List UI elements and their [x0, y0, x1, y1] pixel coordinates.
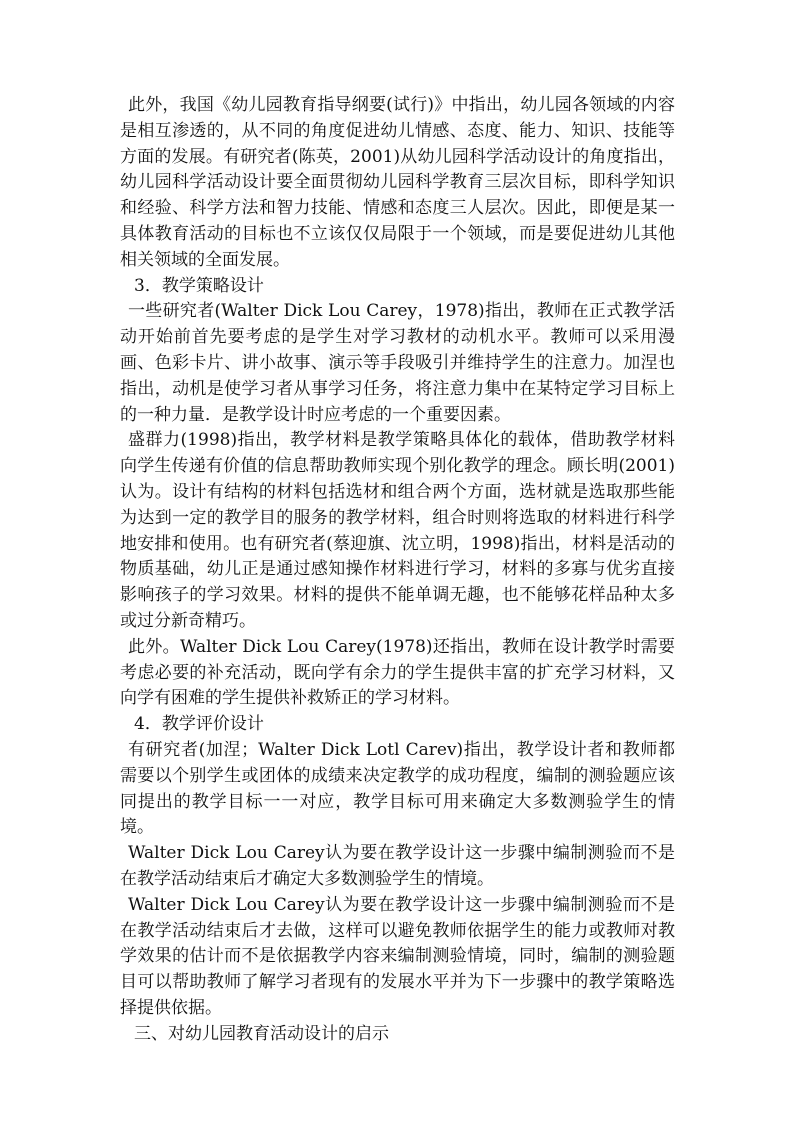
section-heading-teaching-evaluation: 4．教学评价设计: [134, 714, 264, 735]
paragraph-motivation: 一些研究者(Walter Dick Lou Carey，1978)指出，教师在正式教学活动开始前首先要考虑的是学生对学习教材的动机水平。教师可以采用漫画、色彩卡片、讲小故事、演示等手段吸引并维持学生的注意力。加涅也指出，动机是使学习者从事学习任务，将注意力集中在某特定学习目标上的一种力量．是教学设计时应考虑的一个重要因素。: [120, 301, 675, 425]
paragraph-kindergarten-goals: 此外，我国《幼儿园教育指导纲要(试行)》中指出，幼儿园各领域的内容是相互渗透的，从不同的角度促进幼儿情感、态度、能力、知识、技能等方面的发展。有研究者(陈英，2001)从幼儿园科学活动设计的角度指出，幼儿园科学活动设计要全面贯彻幼儿园科学教育三层次目标，即科学知识和经验、科学方法和智力技能、情感和态度三人层次。因此，即便是某一具体教育活动的目标也不立该仅仅局限于一个领域，而是要促进幼儿其他相关领域的全面发展。: [120, 95, 675, 270]
paragraph-evaluation-research: 有研究者(加涅；Walter Dick Lotl Carev)指出，教学设计者和教师都需要以个别学生或团体的成绩来决定教学的成功程度，编制的测验题应该同提出的教学目标一一对应，教学目标可用来确定大多数测验学生的情境。: [120, 739, 675, 838]
section-heading-teaching-strategy: 3．教学策略设计: [134, 275, 264, 296]
document-body: [120, 93, 675, 1047]
section-heading-implications: 三、对幼儿园教育活动设计的启示: [134, 1023, 389, 1044]
paragraph-test-design-short: Walter Dick Lou Carey认为要在教学设计这一步骤中编制测验而不是在教学活动结束后才确定大多数测验学生的情境。: [120, 843, 675, 889]
paragraph-supplementary-activities: 此外。Walter Dick Lou Carey(1978)还指出，教师在设计教学时需要考虑必要的补充活动，既向学有余力的学生提供丰富的扩充学习材料，又向学有困难的学生提供补救矫正的学习材料。: [120, 636, 675, 709]
paragraph-test-design-full: Walter Dick Lou Carey认为要在教学设计这一步骤中编制测验而不是在教学活动结束后才去做，这样可以避免教师依据学生的能力或教师对教学效果的估计而不是依据教学内容来编制测验情境，同时，编制的测验题目可以帮助教师了解学习者现有的发展水平并为下一步骤中的教学策略选择提供依据。: [120, 894, 675, 1018]
paragraph-teaching-materials: 盛群力(1998)指出，教学材料是教学策略具体化的载体，借助教学材料向学生传递有价值的信息帮助教师实现个别化教学的理念。顾长明(2001)认为。设计有结构的材料包括选材和组合两个方面，选材就是选取那些能为达到一定的教学目的服务的教学材料，组合时则将选取的材料进行科学地安排和使用。也有研究者(蔡迎旗、沈立明，1998)指出，材料是活动的物质基础，幼儿正是通过感知操作材料进行学习，材料的多寡与优劣直接影响孩子的学习效果。材料的提供不能单调无趣，也不能够花样品种太多或过分新奇精巧。: [120, 430, 675, 631]
